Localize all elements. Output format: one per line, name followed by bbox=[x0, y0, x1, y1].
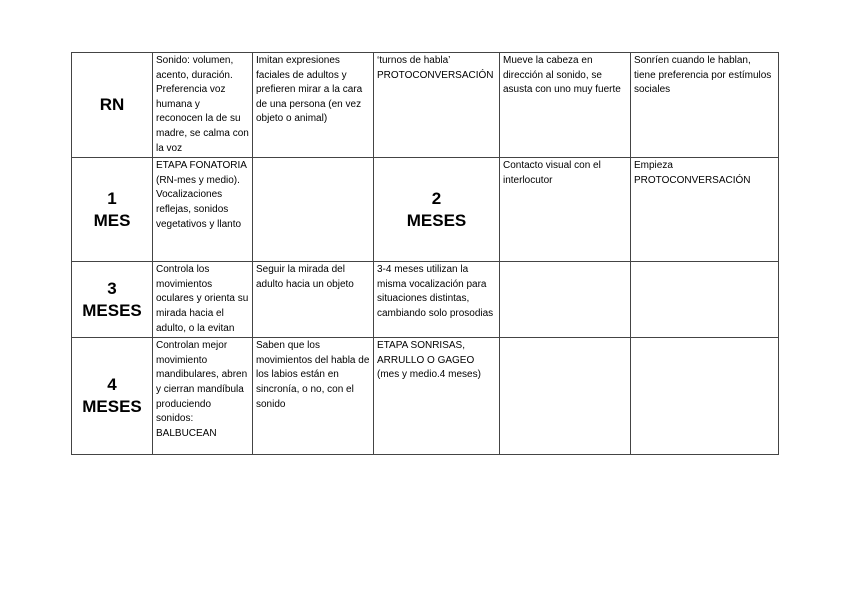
mid-age-cell bbox=[374, 158, 500, 262]
table-cell: Sonríen cuando le hablan, tiene preferencia por estímulos sociales bbox=[631, 53, 779, 158]
age-cell bbox=[72, 53, 153, 158]
table-row bbox=[72, 158, 779, 262]
table-cell bbox=[500, 262, 631, 338]
table-cell: Sonido: volumen, acento, duración. Preferencia voz humana y reconocen la de su madre, se calma con la voz bbox=[153, 53, 253, 158]
table-cell: ETAPA SONRISAS, ARRULLO O GAGEO (mes y medio.4 meses) bbox=[374, 338, 500, 455]
age-unit: MESES bbox=[82, 397, 142, 417]
age-cell bbox=[72, 338, 153, 455]
age-number: 1 bbox=[107, 188, 117, 208]
age-unit: MESES bbox=[82, 300, 142, 320]
table-cell: Mueve la cabeza en dirección al sonido, se asusta con uno muy fuerte bbox=[500, 53, 631, 158]
age-cell bbox=[72, 158, 153, 262]
table-cell: ETAPA FONATORIA (RN-mes y medio). Vocalizaciones reflejas, sonidos vegetativos y llanto bbox=[153, 158, 253, 262]
table-cell: 3-4 meses utilizan la misma vocalización para situaciones distintas, cambiando solo prosodias bbox=[374, 262, 500, 338]
table-cell: Controla los movimientos oculares y orienta su mirada hacia el adulto, o la evitan bbox=[153, 262, 253, 338]
mid-age-number: 2 bbox=[431, 188, 442, 208]
age-number: 4 bbox=[107, 375, 117, 395]
table-cell: Empieza PROTOCONVERSACIÓN bbox=[631, 158, 779, 262]
table-cell: Saben que los movimientos del habla de los labios están en sincronía, o no, con el sonido bbox=[253, 338, 374, 455]
age-label: RN bbox=[99, 95, 125, 115]
table-cell: ‘turnos de habla’ PROTOCONVERSACIÓN bbox=[374, 53, 500, 158]
table-cell: Controlan mejor movimiento mandibulares, abren y cierran mandíbula produciendo sonidos: BALBUCEAN bbox=[153, 338, 253, 455]
age-cell bbox=[72, 262, 153, 338]
development-table bbox=[71, 52, 779, 455]
table-cell: Contacto visual con el interlocutor bbox=[500, 158, 631, 262]
table-row bbox=[72, 53, 779, 158]
table-cell bbox=[631, 338, 779, 455]
table-cell: Imitan expresiones faciales de adultos y prefieren mirar a la cara de una persona (en vez objeto o animal) bbox=[253, 53, 374, 158]
table-row bbox=[72, 338, 779, 455]
mid-age-unit: MESES bbox=[406, 210, 467, 230]
age-number: 3 bbox=[107, 278, 117, 298]
table-cell: Seguir la mirada del adulto hacia un objeto bbox=[253, 262, 374, 338]
table-row bbox=[72, 262, 779, 338]
age-unit: MES bbox=[93, 210, 131, 230]
table-cell bbox=[500, 338, 631, 455]
table-cell bbox=[631, 262, 779, 338]
table-cell bbox=[253, 158, 374, 262]
